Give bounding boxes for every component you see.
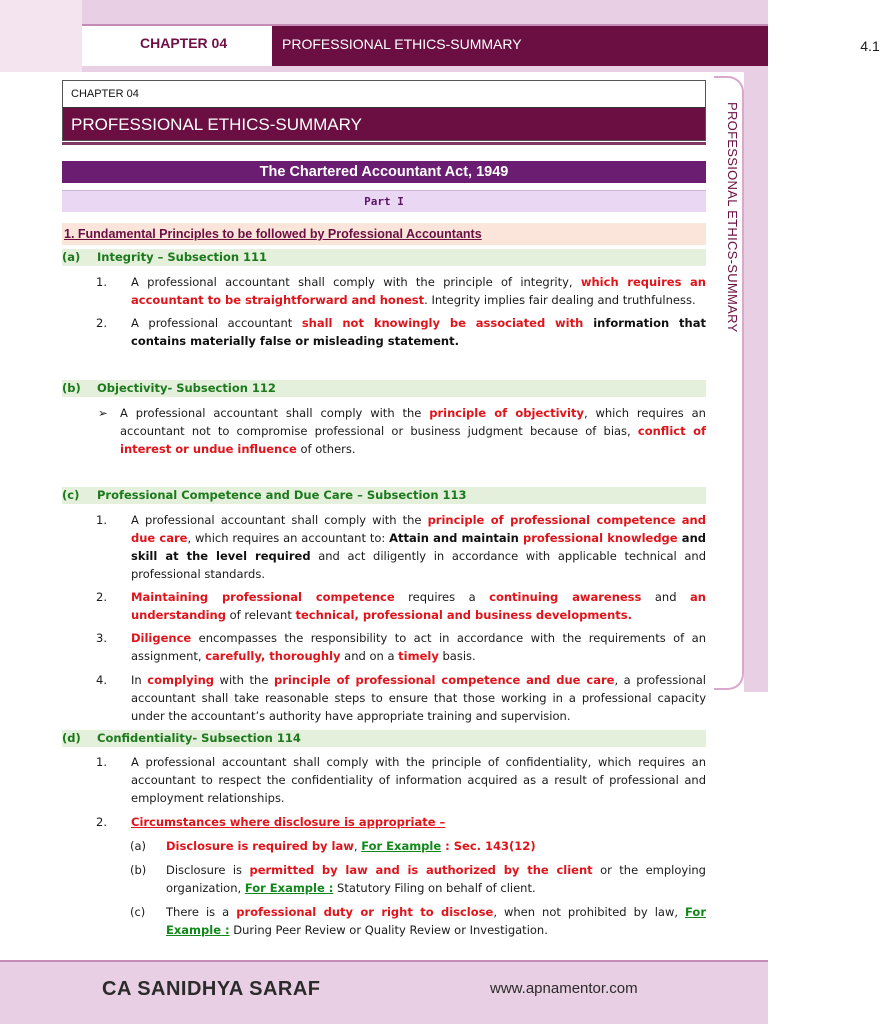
part-label: Part I — [62, 190, 706, 212]
item-number: 1. — [96, 275, 107, 289]
subsection-d-title: Confidentiality- Subsection 114 — [97, 731, 301, 745]
side-tab-label: PROFESSIONAL ETHICS-SUMMARY — [725, 102, 740, 333]
subsection-d-bar — [62, 730, 706, 747]
chapter-title-box — [62, 107, 706, 141]
chapter-label: CHAPTER 04 — [71, 88, 139, 100]
sub-item-text: There is a professional duty or right to disclose, when not prohibited by law, For Example : During Peer Review or Quality Review or Investigation. — [166, 905, 706, 937]
subsection-b-label: (b) — [62, 381, 81, 395]
header-chapter: CHAPTER 04 — [140, 35, 228, 51]
subsection-b-bar — [62, 380, 706, 397]
item-text: A professional accountant shall comply with the principle of confidentiality, which requires an accountant to respect the confidentiality of information acquired as a result of professional and employment relationships. — [131, 755, 706, 805]
sub-item-number: (a) — [130, 839, 147, 853]
header-title: PROFESSIONAL ETHICS-SUMMARY — [282, 36, 522, 52]
section-heading — [62, 223, 706, 245]
subsection-a-label: (a) — [62, 250, 81, 264]
subsection-c-bar — [62, 487, 706, 504]
subsection-b-title: Objectivity- Subsection 112 — [97, 381, 276, 395]
subsection-a-bar — [62, 249, 706, 266]
item-number: 3. — [96, 631, 107, 645]
sub-item-text: Disclosure is required by law, For Example : Sec. 143(12) — [166, 839, 536, 853]
item-text: Diligence encompasses the responsibility to act in accordance with the requirements of an assignment, carefully, thoroughly and on a timely basis. — [131, 631, 706, 663]
page-number: 4.1 — [850, 29, 890, 63]
item-text: A professional accountant shall comply with the principle of objectivity, which requires an accountant not to compromise professional or business judgment because of bias, conflict of interest or undue influence of others. — [120, 406, 707, 456]
item-text: Circumstances where disclosure is appropriate – — [131, 815, 446, 829]
item-number: 1. — [96, 755, 107, 769]
sub-item-number: (c) — [130, 905, 146, 919]
footer-author: CA SANIDHYA SARAF — [102, 978, 321, 1000]
item-number: 2. — [96, 316, 107, 330]
item-number: 4. — [96, 673, 107, 687]
item-number: 2. — [96, 815, 107, 829]
item-number: 2. — [96, 590, 107, 604]
item-text: A professional accountant shall comply with the principle of integrity, which requires an accountant to be straightforward and honest. Integrity implies fair dealing and truthfulness. — [131, 275, 706, 307]
subsection-d-label: (d) — [62, 731, 81, 745]
item-text: A professional accountant shall comply with the principle of professional competence and due care, which requires an accountant to: Attain and maintain professional knowledge and skill at the level required and act diligently in accordance with applicable technical and professional standards. — [131, 513, 706, 581]
side-band — [744, 72, 768, 692]
item-text: A professional accountant shall not knowingly be associated with information that contains materially false or misleading statement. — [131, 316, 706, 348]
chapter-title: PROFESSIONAL ETHICS-SUMMARY — [71, 115, 362, 134]
subsection-c-title: Professional Competence and Due Care – Subsection 113 — [97, 488, 467, 502]
subsection-a-title: Integrity – Subsection 111 — [97, 250, 268, 264]
subsection-c-label: (c) — [62, 488, 80, 502]
footer-website-link[interactable]: www.apnamentor.com — [490, 980, 638, 997]
chapter-rule — [62, 142, 706, 145]
section-heading-text: 1. Fundamental Principles to be followed by Professional Accountants — [64, 227, 482, 241]
page-footer — [0, 960, 768, 1024]
top-left-stripe — [0, 0, 82, 72]
item-number: 1. — [96, 513, 107, 527]
header-title-box — [272, 26, 880, 66]
arrow-bullet-icon: ➢ — [98, 406, 108, 420]
item-text: In complying with the principle of professional competence and due care, a professional accountant shall take reasonable steps to ensure that those working in a professional capacity under the accountant’s authority have appropriate training and supervision. — [131, 673, 706, 723]
item-text: Maintaining professional competence requires a continuing awareness and an understanding of relevant technical, professional and business developments. — [131, 590, 706, 622]
sub-item-text: Disclosure is permitted by law and is authorized by the client or the employing organization, For Example : Statutory Filing on behalf of client. — [166, 863, 706, 895]
act-title: The Chartered Accountant Act, 1949 — [62, 161, 706, 183]
chapter-label-box — [62, 80, 706, 108]
sub-item-number: (b) — [130, 863, 147, 877]
running-header — [82, 24, 880, 66]
